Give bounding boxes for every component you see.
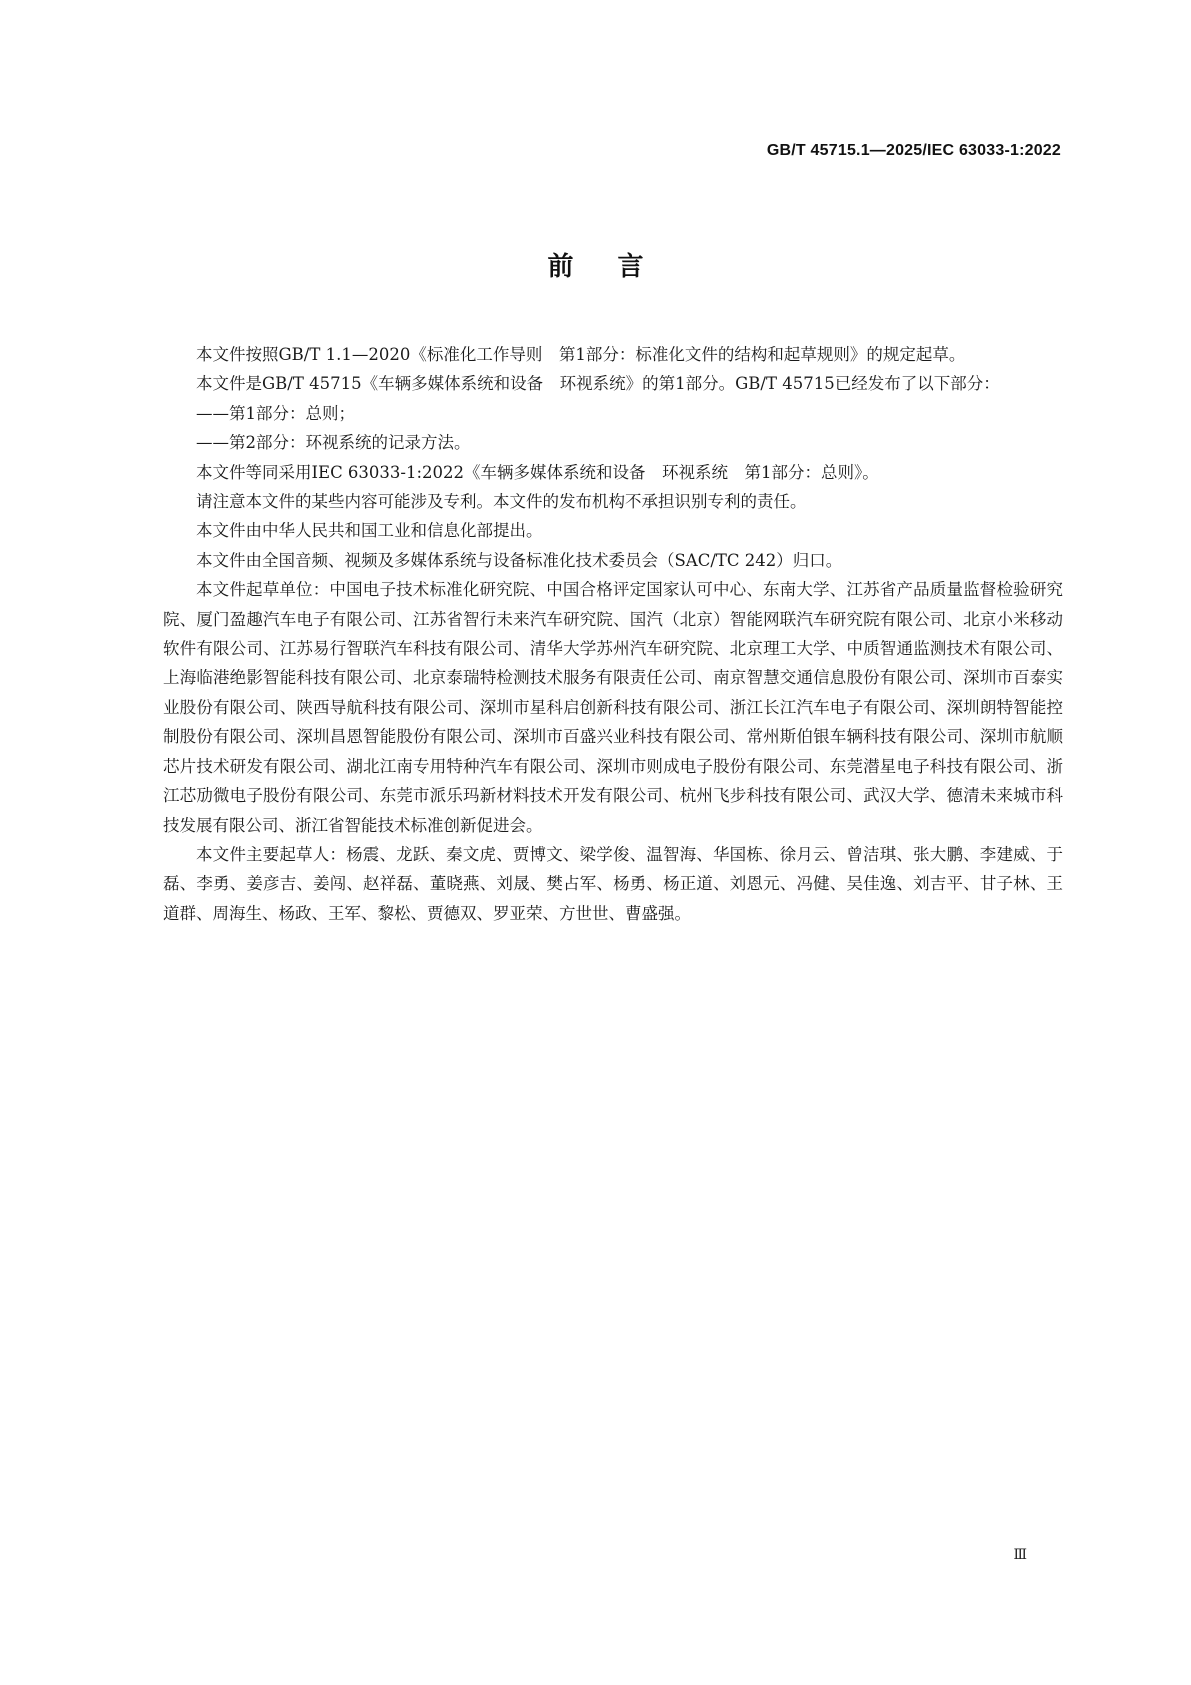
list-item-part-1: ——第1部分：总则；	[196, 403, 355, 423]
paragraph-committee: 本文件由全国音频、视频及多媒体系统与设备标准化技术委员会（SAC/TC 242）归口。	[196, 550, 843, 570]
paragraph-series-parts: 本文件是GB/T 45715《车辆多媒体系统和设备 环视系统》的第1部分。GB/T 45715已经发布了以下部分：	[196, 374, 1000, 394]
paragraph-iec-adoption: 本文件等同采用IEC 63033-1:2022《车辆多媒体系统和设备 环视系统 第1部分：总则》。	[196, 462, 879, 482]
paragraph-drafting-rules: 本文件按照GB/T 1.1—2020《标准化工作导则 第1部分：标准化文件的结构和起草规则》的规定起草。	[196, 345, 966, 364]
standard-number-header: GB/T 45715.1—2025/IEC 63033-1:2022	[766, 142, 1061, 159]
section-title: 前言	[547, 252, 688, 282]
paragraph-drafters: 本文件主要起草人：杨震、龙跃、秦文虎、贾博文、梁学俊、温智海、华国栋、徐月云、曾洁琪、张大鹏、李建威、于磊、李勇、姜彦吉、姜闯、赵祥磊、董晓燕、刘晟、樊占军、杨勇、杨正道、刘恩元、冯健、吴佳逸、刘吉平、甘子林、王道群、周海生、杨政、王军、黎松、贾德双、罗亚荣、方世世、曹盛强。	[163, 844, 1063, 923]
paragraph-proposer: 本文件由中华人民共和国工业和信息化部提出。	[196, 521, 543, 541]
paragraph-drafting-units: 本文件起草单位：中国电子技术标准化研究院、中国合格评定国家认可中心、东南大学、江苏省产品质量监督检验研究院、厦门盈趣汽车电子有限公司、江苏省智行未来汽车研究院、国汽（北京）智能网联汽车研究院有限公司、北京小米移动软件有限公司、江苏易行智联汽车科技有限公司、清华大学苏州汽车研究院、北京理工大学、中质智通监测技术有限公司、上海临港绝影智能科技有限公司、北京泰瑞特检测技术服务有限责任公司、南京智慧交通信息股份有限公司、深圳市百泰实业股份有限公司、陕西导航科技有限公司、深圳市星科启创新科技有限公司、浙江长江汽车电子有限公司、深圳朗特智能控制股份有限公司、深圳昌恩智能股份有限公司、深圳市百盛兴业科技有限公司、常州斯伯银车辆科技有限公司、深圳市航顺芯片技术研发有限公司、湖北江南专用特种汽车有限公司、深圳市则成电子股份有限公司、东莞潜星电子科技有限公司、浙江芯劢微电子股份有限公司、东莞市派乐玛新材料技术开发有限公司、杭州飞步科技有限公司、武汉大学、德清未来城市科技发展有限公司、浙江省智能技术标准创新促进会。	[163, 580, 1063, 835]
page-number: Ⅲ	[1013, 1548, 1027, 1563]
foreword-body	[163, 340, 1063, 928]
list-item-part-2: ——第2部分：环视系统的记录方法。	[196, 433, 471, 453]
paragraph-patent-notice: 请注意本文件的某些内容可能涉及专利。本文件的发布机构不承担识别专利的责任。	[196, 492, 807, 512]
